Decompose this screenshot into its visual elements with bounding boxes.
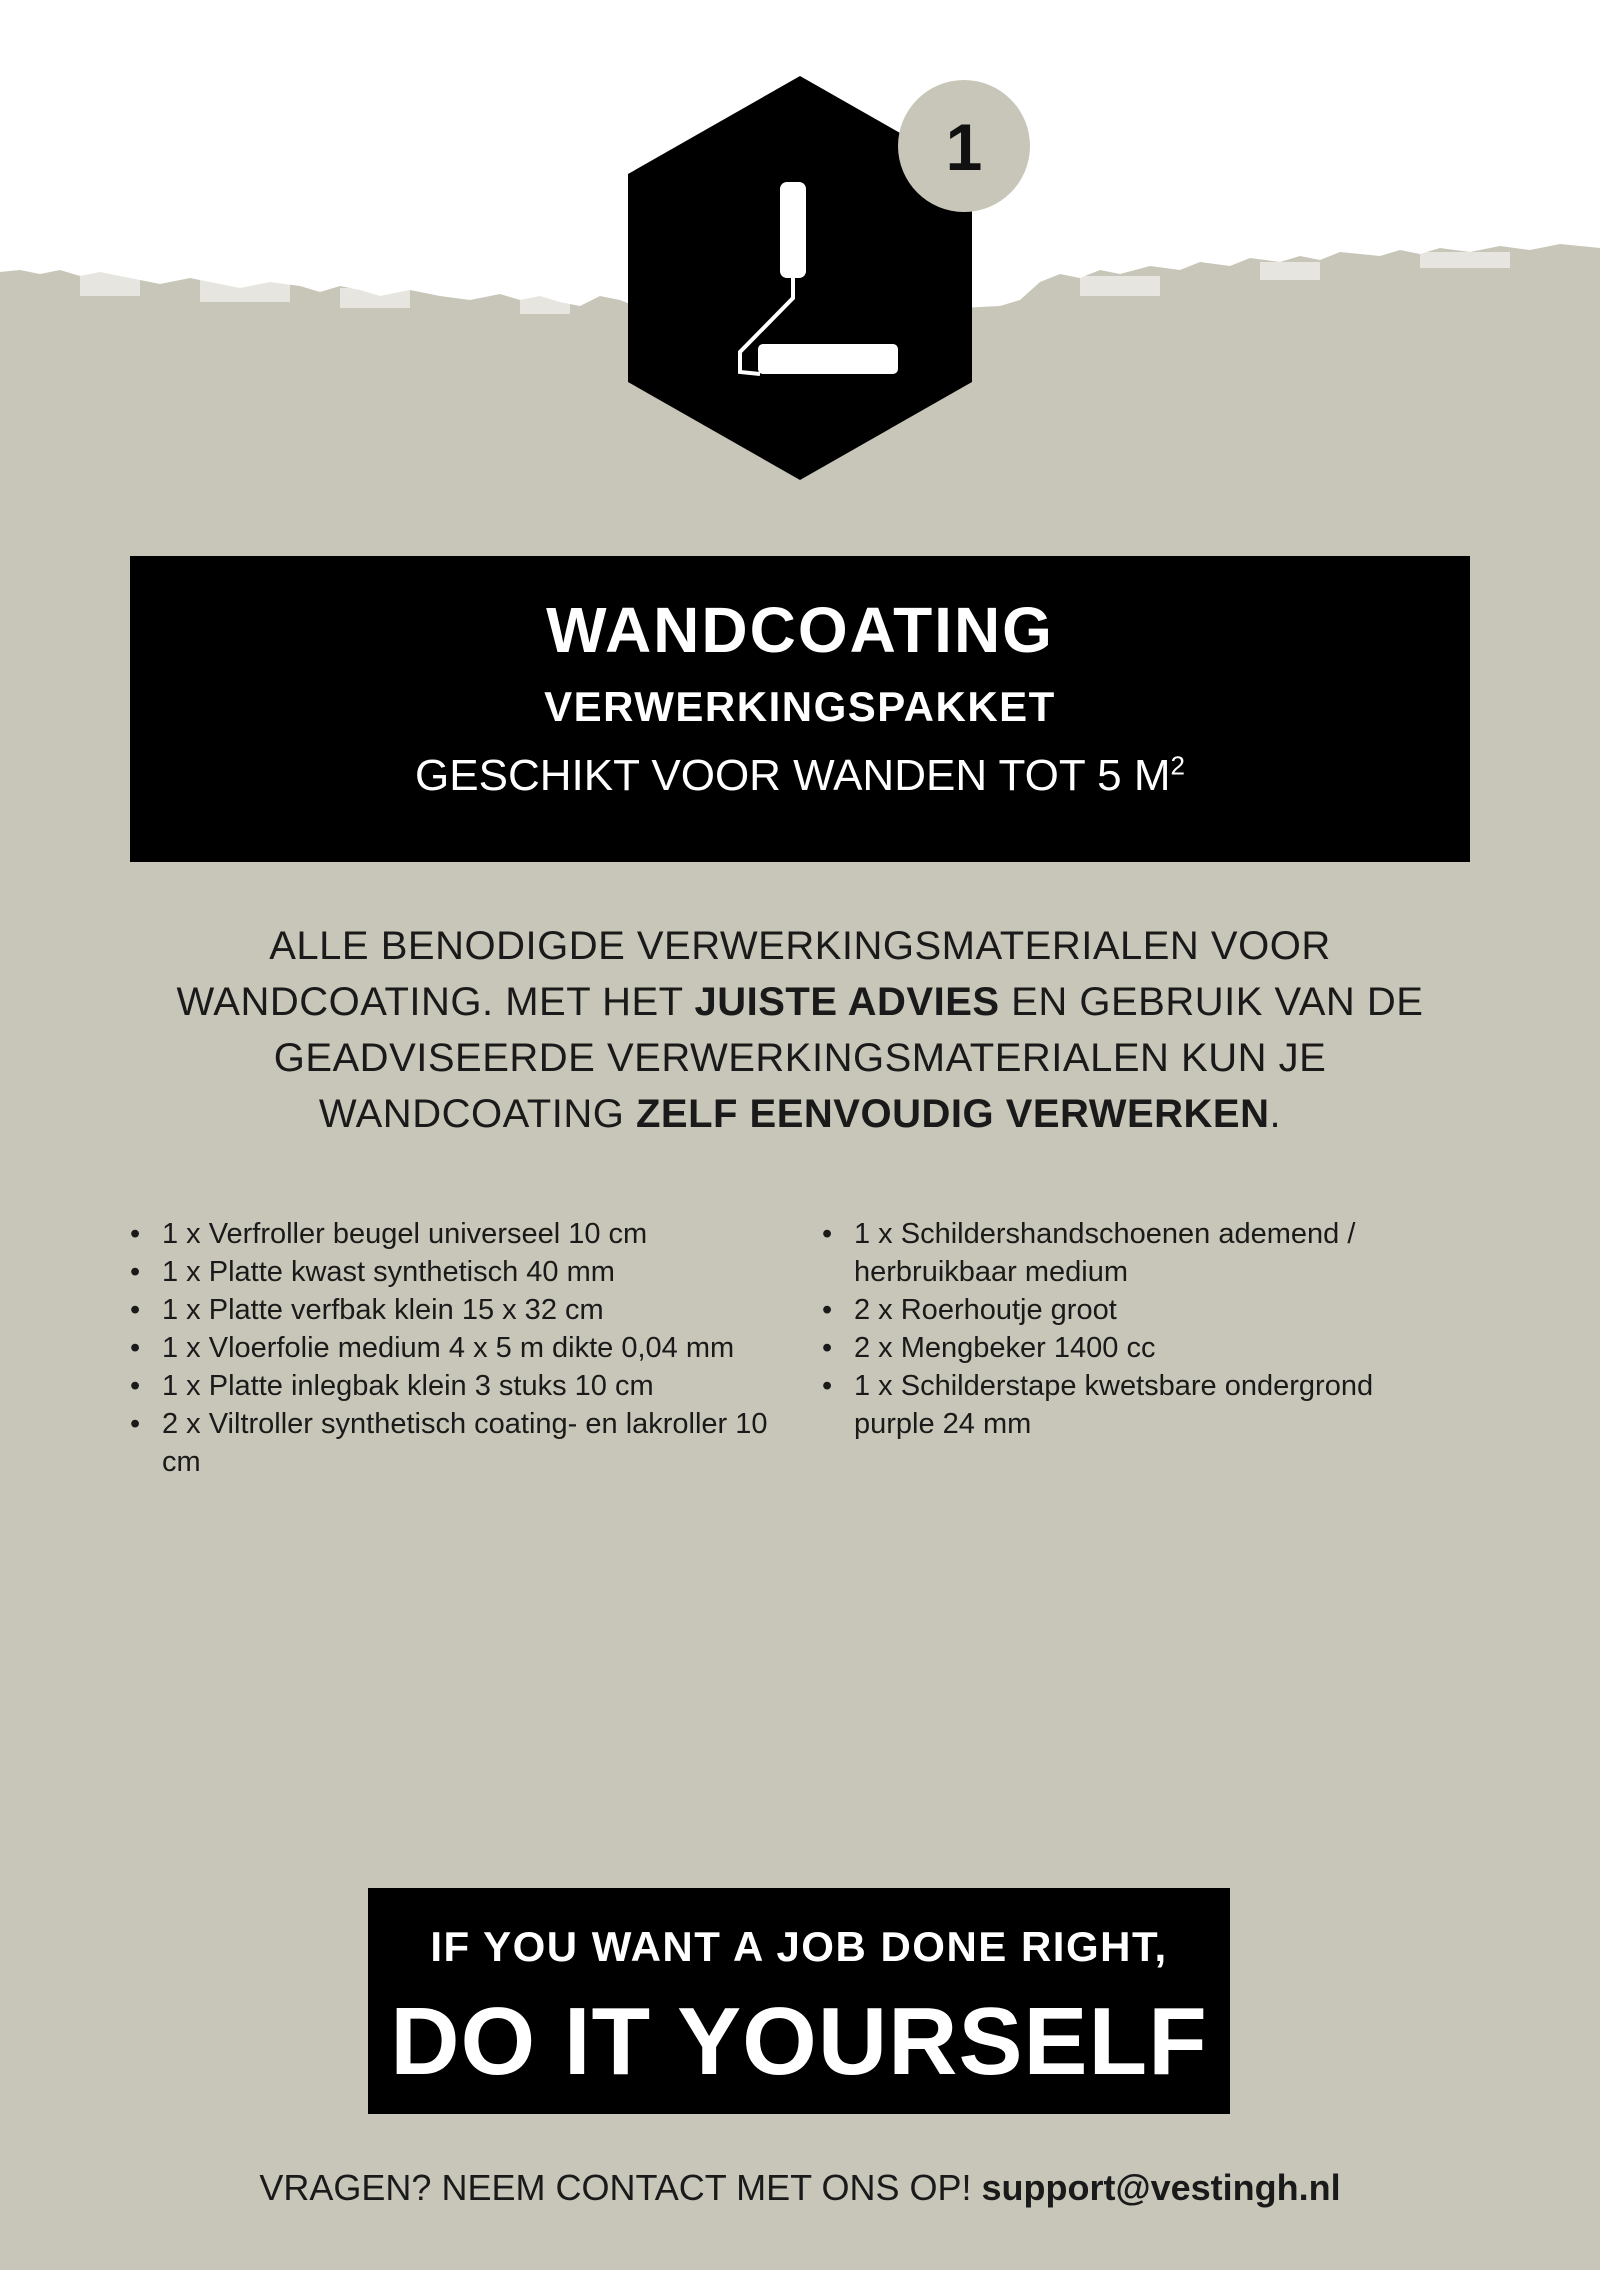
- bullet-icon: •: [130, 1408, 141, 1440]
- list-item: [822, 1215, 1422, 1291]
- list-item-text: 1 x Platte inlegbak klein 3 stuks 10 cm: [162, 1370, 654, 1402]
- slogan-box: [368, 1888, 1230, 2114]
- intro-paragraph: [120, 918, 1480, 1142]
- support-email-link[interactable]: support@vestingh.nl: [981, 2167, 1341, 2208]
- list-item: [822, 1291, 1422, 1329]
- header-box: [130, 556, 1470, 862]
- list-item-text: 1 x Verfroller beugel universeel 10 cm: [162, 1218, 648, 1250]
- page-title: WANDCOATING: [546, 594, 1054, 666]
- list-item: [130, 1405, 770, 1481]
- contact-line: [0, 2168, 1600, 2208]
- list-item-text: 1 x Schilderstape kwetsbare ondergrond purple 24 mm: [854, 1370, 1374, 1440]
- list-item: [130, 1291, 770, 1329]
- tagline: [130, 750, 1470, 800]
- bullet-icon: •: [822, 1370, 833, 1402]
- list-item-text: 2 x Roerhoutje groot: [854, 1294, 1117, 1326]
- list-item-text: 1 x Vloerfolie medium 4 x 5 m dikte 0,04 mm: [162, 1332, 735, 1364]
- bullet-icon: •: [130, 1218, 141, 1250]
- materials-list-right: [822, 1215, 1422, 1443]
- intro-text-3: .: [1269, 1092, 1282, 1136]
- hexagon-badge: [628, 76, 983, 496]
- list-item: [130, 1367, 770, 1405]
- intro-bold-1: JUISTE ADVIES: [694, 980, 1000, 1024]
- bullet-icon: •: [130, 1370, 141, 1402]
- tagline-superscript: 2: [1170, 750, 1185, 781]
- bullet-icon: •: [822, 1294, 833, 1326]
- list-item-text: 1 x Platte kwast synthetisch 40 mm: [162, 1256, 615, 1288]
- bullet-icon: •: [822, 1218, 833, 1250]
- slogan-line-1: IF YOU WANT A JOB DONE RIGHT,: [430, 1923, 1168, 1970]
- tagline-text: GESCHIKT VOOR WANDEN TOT 5 M: [415, 751, 1171, 800]
- list-item-text: 1 x Platte verfbak klein 15 x 32 cm: [162, 1294, 604, 1326]
- list-item-text: 1 x Schildershandschoenen ademend / herbruikbaar medium: [854, 1218, 1356, 1288]
- list-item-text: 2 x Viltroller synthetisch coating- en lakroller 10 cm: [162, 1408, 768, 1478]
- slogan-line-2: DO IT YOURSELF: [390, 1988, 1208, 2095]
- list-item: [130, 1329, 770, 1367]
- bullet-icon: •: [130, 1332, 141, 1364]
- bullet-icon: •: [130, 1256, 141, 1288]
- bullet-icon: •: [130, 1294, 141, 1326]
- page-subtitle: VERWERKINGSPAKKET: [544, 683, 1056, 730]
- list-item: [822, 1329, 1422, 1367]
- intro-text-2: EN GEBRUIK VAN DE GEADVISEERDE VERWERKINGSMATERIALEN KUN JE WANDCOATING: [273, 980, 1424, 1136]
- bullet-icon: •: [822, 1332, 833, 1364]
- intro-text-1: ALLE BENODIGDE VERWERKINGSMATERIALEN VOOR WANDCOATING. MET HET: [176, 924, 1331, 1024]
- intro-bold-2: ZELF EENVOUDIG VERWERKEN: [635, 1092, 1270, 1136]
- list-item: [130, 1215, 770, 1253]
- materials-list-left: [130, 1215, 770, 1481]
- contact-text: VRAGEN? NEEM CONTACT MET ONS OP!: [259, 2167, 982, 2208]
- list-item: [130, 1253, 770, 1291]
- badge-number: 1: [945, 110, 983, 184]
- list-item: [822, 1367, 1422, 1443]
- list-item-text: 2 x Mengbeker 1400 cc: [854, 1332, 1156, 1364]
